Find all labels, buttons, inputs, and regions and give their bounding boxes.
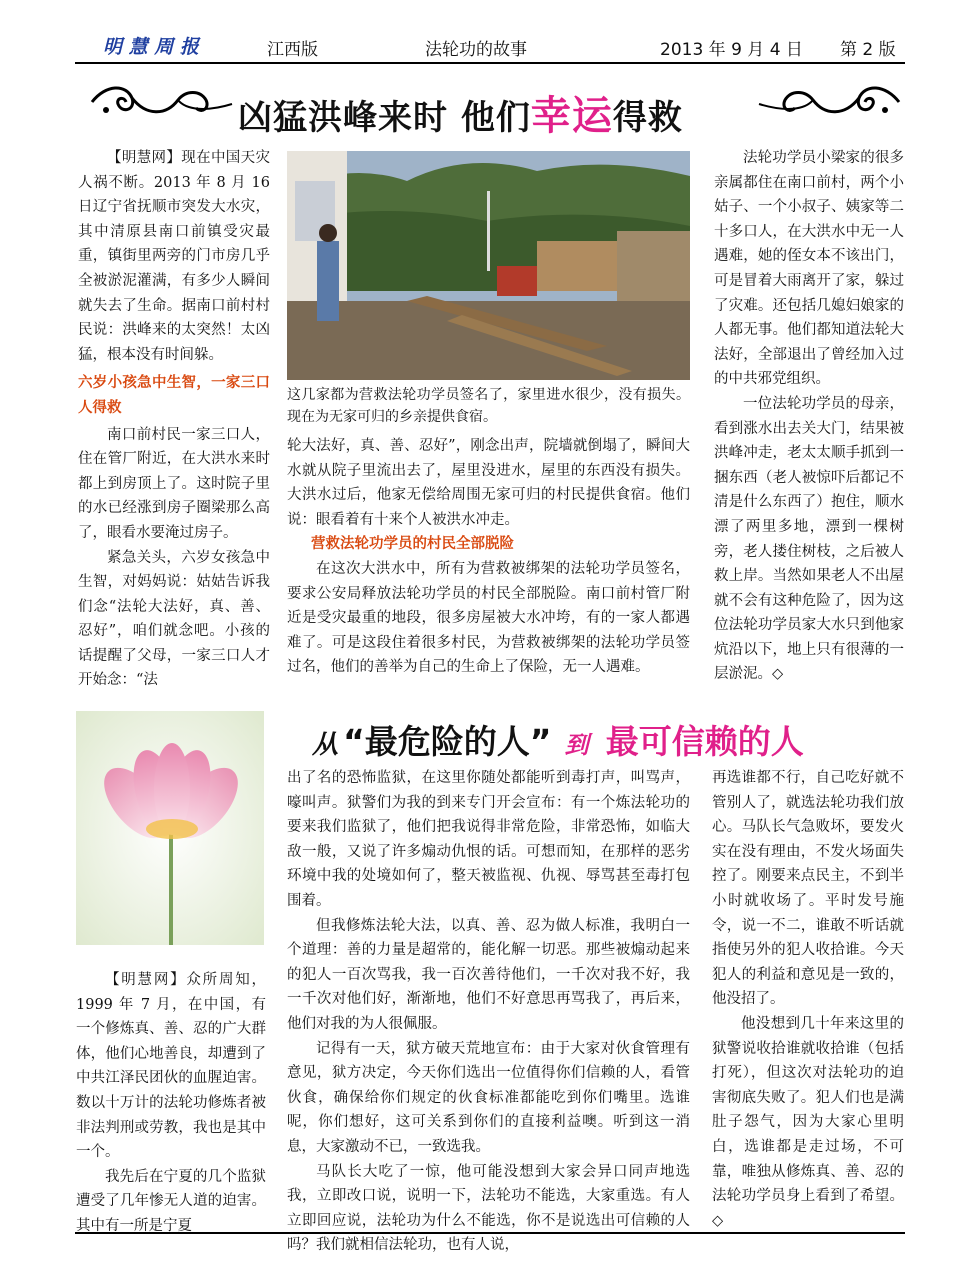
footer-rule	[75, 1232, 905, 1234]
section-title: 法轮功的故事	[425, 40, 527, 60]
paragraph: 马队长大吃了一惊，他可能没想到大家会异口同声地选我，立即改口说，说明一下，法轮功不能选，大家重选。有人立即回应说，法轮功为什么不能选，你不是说选出可信赖的人吗？我们就相信法轮功，也有人说，	[287, 1163, 690, 1254]
title-part-1: 凶猛洪峰来时 他们	[238, 98, 531, 138]
brand-name: 明 慧 周 报	[103, 36, 199, 58]
paragraph: 他没想到几十年来这里的狱警说收拾谁就收拾谁（包括打死），但这次对法轮功的迫害彻底失败了。犯人们也是满肚子怨气，因为大家心里明白，选谁都是走过场，不可靠，唯独从修炼真、善、忍的法轮功学员身上看到了希望。◇	[712, 1015, 904, 1229]
edition: 江西版	[267, 40, 318, 60]
paragraph: 在这次大洪水中，所有为营救被绑架的法轮功学员签名，要求公安局释放法轮功学员的村民全部脱险。南口前村管厂附近是受灾最重的地段，很多房屋被大水冲垮，有的一家人都遇难了。可是这段住着很多村民，为营救被绑架的法轮功学员签过名，他们的善举为自己的生命上了保险，无一人遇难。	[287, 560, 690, 676]
paragraph: 紧急关头，六岁女孩急中生智，对妈妈说：姑姑告诉我们念“法轮大法好，真、善、忍好”，咱们就念吧。小孩的话提醒了父母，一家三口人才开始念：“法	[78, 549, 270, 689]
article1-right-column	[714, 146, 904, 687]
title-part-2: 得救	[612, 98, 683, 138]
page-number: 第 2 版	[840, 40, 896, 60]
paragraph: 但我修炼法轮大法，以真、善、忍为做人标准，我明白一个道理：善的力量是超常的，能化解一切恶。那些被煽动起来的犯人一百次骂我，我一百次善待他们，一千次对我不好，我一千次对他们好，渐渐地，他们不好意思再骂我了，再后来，他们对我的为人很佩服。	[287, 917, 690, 1032]
photo-caption: 这几家都为营救法轮功学员签名了，家里进水很少，没有损失。现在为无家可归的乡亲提供食宿。	[287, 387, 690, 425]
article1-left-column	[78, 146, 270, 693]
header-rule	[75, 62, 905, 64]
subheading-1: 六岁小孩急中生智，一家三口人得救	[78, 375, 270, 416]
paragraph: 我先后在宁夏的几个监狱遭受了几年惨无人道的迫害。其中有一所是宁夏	[76, 1168, 266, 1234]
paragraph: 出了名的恐怖监狱，在这里你随处都能听到毒打声，叫骂声，嚎叫声。狱警们为我的到来专门开会宣布：有一个炼法轮功的要来我们监狱了，他们把我说得非常危险，非常恐怖，如临大敌一般，又说了许多煽动仇恨的话。可想而知，在那样的恶劣环境中我的处境如何了，整天被监视、仇视、辱骂甚至毒打包围着。	[287, 770, 690, 909]
article1-middle-column	[287, 434, 690, 680]
paragraph: 南口前村民一家三口人，住在管厂附近，在大洪水来时都上到房顶上了。这时院子里的水已经涨到房子圈梁那么高了，眼看水要淹过房子。	[78, 426, 270, 541]
article2-left-column	[76, 968, 266, 1239]
title-quote-1: “最危险的人”	[343, 722, 552, 761]
paragraph: 轮大法好，真、善、忍好”，刚念出声，院墙就倒塌了，瞬间大水就从院子里流出去了，屋里没进水，屋里的东西没有损失。大洪水过后，他家无偿给周围无家可归的村民提供食宿。他们说：眼看着有十来个人被洪水冲走。	[287, 438, 690, 528]
article2-title	[312, 716, 804, 763]
title-to: 到	[564, 730, 589, 759]
flood-village-photo	[287, 151, 690, 380]
article1-title	[238, 84, 683, 141]
paragraph: 【明慧网】众所周知，1999 年 7 月，在中国，有一个修炼真、善、忍的广大群体，他们心地善良，却遭到了中共江泽民团伙的血腥迫害。数以十万计的法轮功修炼者被非法判刑或劳教，我也是其中一个。	[76, 972, 266, 1161]
title-highlight: 幸运	[530, 92, 613, 139]
paragraph: 【明慧网】现在中国天灾人祸不断。2013 年 8 月 16 日辽宁省抚顺市突发大水灾，其中清原县南口前镇受灾最重，镇街里两旁的门市房几乎全被淤泥灌满，有多少人瞬间就失去了生命。据南口前村村民说：洪峰来的太突然！太凶猛，根本没有时间躲。	[78, 150, 270, 363]
article2-right-column	[712, 766, 904, 1233]
title-from: 从	[312, 730, 339, 760]
title-quote-2: 最可信赖的人	[605, 722, 804, 761]
left-ornament-icon	[86, 80, 236, 124]
paragraph: 记得有一天，狱方破天荒地宣布：由于大家对伙食管理有意见，狱方决定，今天你们选出一位值得你们信赖的人，看管伙食，确保给你们规定的伙食标准都能吃到你们嘴里。选谁呢，你们想好，这可关系到你们的直接利益噢。听到这一消息，大家激动不已，一致选我。	[287, 1040, 690, 1155]
paragraph: 法轮功学员小梁家的很多亲属都住在南口前村，两个小姑子、一个小叔子、姨家等二十多口人，在大洪水中无一人遇难，她的侄女本不该出门，可是冒着大雨离开了家，躲过了灾难。还包括几媳妇娘家的人都无事。他们都知道法轮大法好，全部退出了曾经加入过的中共邪党组织。	[714, 150, 904, 388]
subheading-2: 营救法轮功学员的村民全部脱险	[311, 536, 514, 553]
page-header	[75, 30, 905, 62]
article2-middle-column	[287, 766, 690, 1258]
right-ornament-icon	[755, 80, 905, 124]
issue-date: 2013 年 9 月 4 日	[660, 40, 803, 60]
paragraph: 一位法轮功学员的母亲，看到涨水出去关大门，结果被洪峰冲走，老太太顺手抓到一捆东西（老人被惊吓后都记不清是什么东西了）抱住，顺水漂了两里多地，漂到一棵树旁，老人搂住树枝，之后被人救上岸。当然如果老人不出屋就不会有这种危险了，因为这位法轮功学员家大水只到他家炕沿以下，地上只有很薄的一层淤泥。◇	[714, 395, 904, 683]
lotus-flower-image	[76, 711, 264, 945]
paragraph: 再选谁都不行，自己吃好就不管别人了，就选法轮功我们放心。马队长气急败坏，要发火实在没有理由，不发火场面失控了。刚要来点民主，不到半小时就收场了。平时发号施令，说一不二，谁敢不听话就指使另外的犯人收拾谁。今天犯人的利益和意见是一致的，他没招了。	[712, 770, 904, 1008]
